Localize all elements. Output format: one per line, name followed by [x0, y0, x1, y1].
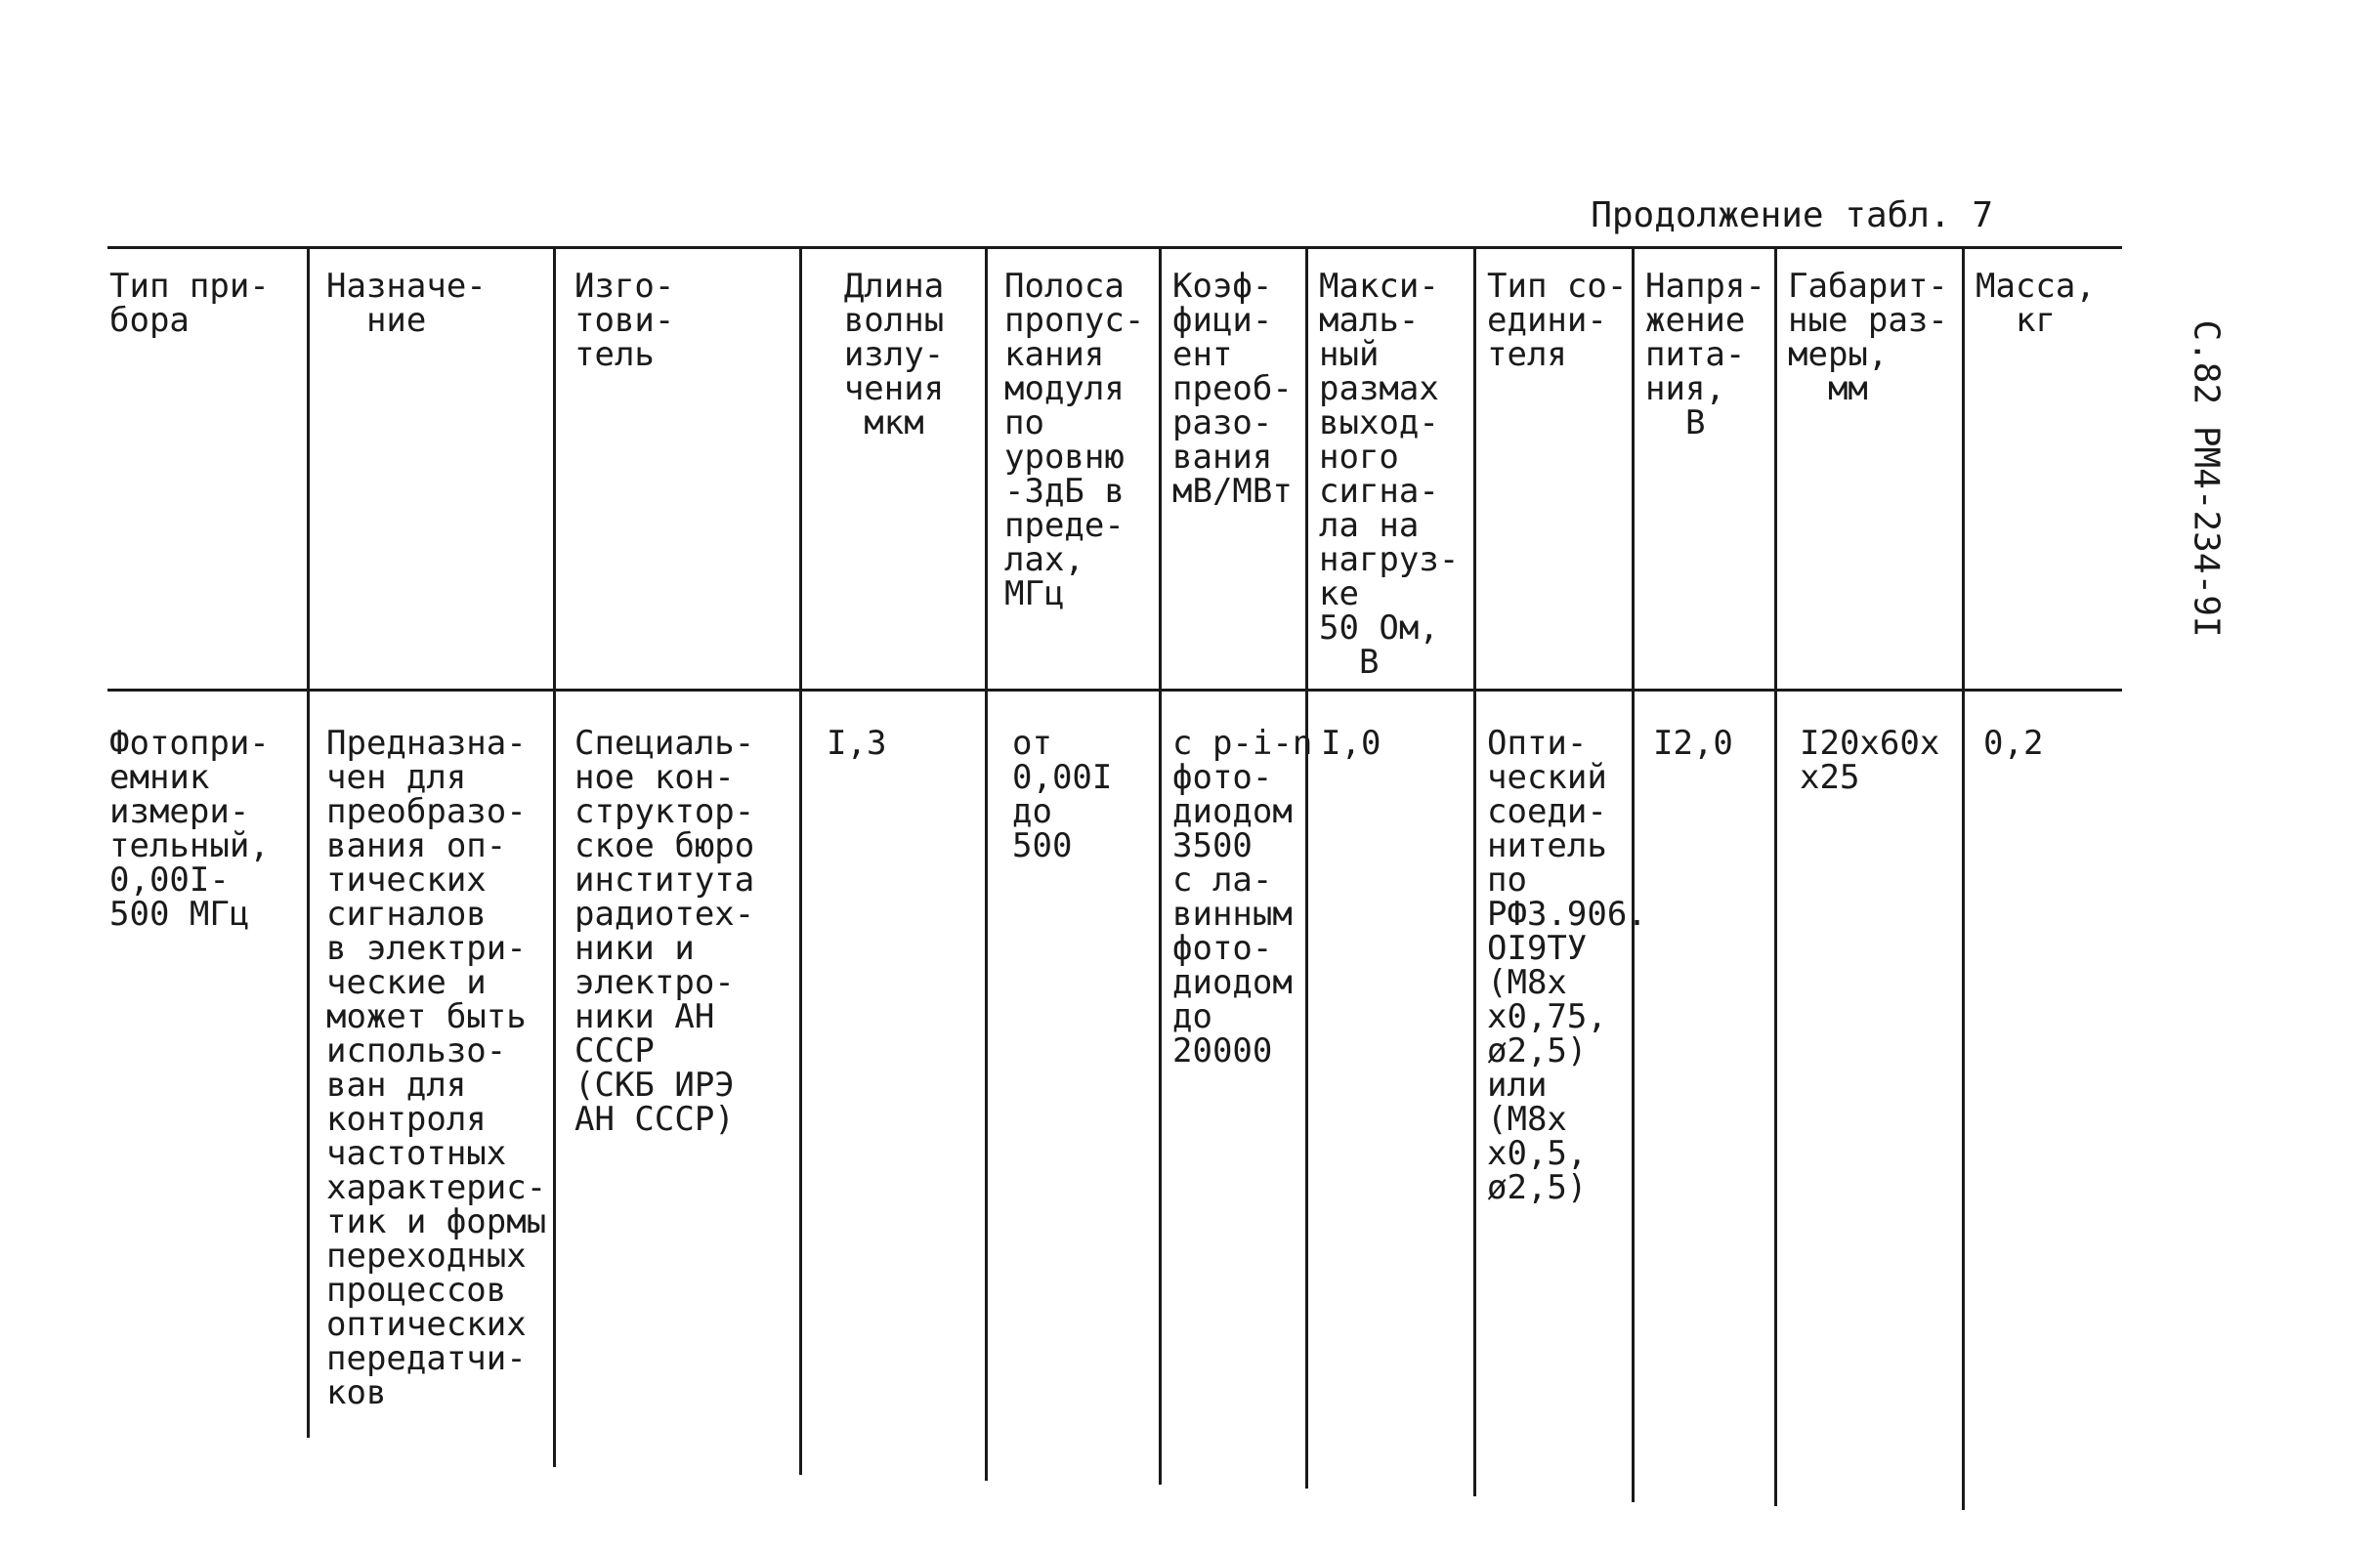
- cell-conversion-coefficient: с p-i-n фото- диодом 3500 с ла- винным фото- диодом до 20000: [1172, 724, 1313, 1070]
- header-conversion-coefficient: Коэф- фици- ент преоб- разо- вания мВ/МВт: [1172, 267, 1293, 511]
- header-purpose: Назначе- ние: [326, 267, 487, 340]
- header-mass: Масса, кг: [1976, 267, 2096, 340]
- column-divider: [985, 248, 988, 1481]
- document-code-text: С.82 РМ4-234-9I: [2186, 319, 2227, 638]
- header-connector-type: Тип со- едини- теля: [1487, 267, 1628, 374]
- cell-dimensions: I20х60х х25: [1800, 724, 1940, 797]
- table-header-rule: [107, 689, 2122, 692]
- column-divider: [1962, 248, 1965, 1510]
- header-dimensions: Габарит- ные раз- меры, мм: [1788, 267, 1948, 408]
- column-divider: [1159, 248, 1162, 1485]
- cell-bandwidth: от 0,00I до 500: [1012, 724, 1113, 865]
- cell-supply-voltage: I2,0: [1653, 724, 1733, 763]
- cell-wavelength: I,3: [827, 724, 887, 763]
- table-caption: Продолжение табл. 7: [1591, 195, 1993, 235]
- header-manufacturer: Изго- тови- тель: [574, 267, 675, 374]
- column-divider: [553, 248, 556, 1467]
- cell-purpose: Предназна- чен для преобразо- вания оп- тических сигналов в электри- ческие и может быть использо- ван для контроля частотных характерис- тик и формы переходных процессов оптических передатчи- ков: [326, 724, 547, 1412]
- column-divider: [1473, 248, 1476, 1496]
- cell-max-amplitude: I,0: [1321, 724, 1381, 763]
- column-divider: [307, 248, 310, 1438]
- document-code: [2177, 313, 2235, 645]
- table-top-rule: [107, 246, 2122, 249]
- header-supply-voltage: Напря- жение пита- ния, В: [1645, 267, 1765, 442]
- header-device-type: Тип при- бора: [109, 267, 270, 340]
- column-divider: [1774, 248, 1777, 1506]
- cell-device-type: Фотопри- емник измери- тельный, 0,00I- 500 МГц: [109, 724, 270, 934]
- header-max-amplitude: Макси- маль- ный размах выход- ного сигна- ла на нагруз- ке 50 Ом, В: [1319, 267, 1460, 682]
- header-bandwidth: Полоса пропус- кания модуля по уровню -3дБ в преде- лах, МГц: [1004, 267, 1145, 613]
- cell-connector-type: Опти- ческий соеди- нитель по РФ3.906. ОI9ТУ (М8х х0,75, ø2,5) или (М8х х0,5, ø2,5): [1487, 724, 1647, 1207]
- cell-manufacturer: Специаль- ное кон- структор- ское бюро института радиотех- ники и электро- ники АН СССР (СКБ ИРЭ АН СССР): [574, 724, 755, 1139]
- column-divider: [799, 248, 802, 1475]
- header-wavelength: Длина волны излу- чения мкм: [843, 267, 945, 442]
- cell-mass: 0,2: [1983, 724, 2044, 763]
